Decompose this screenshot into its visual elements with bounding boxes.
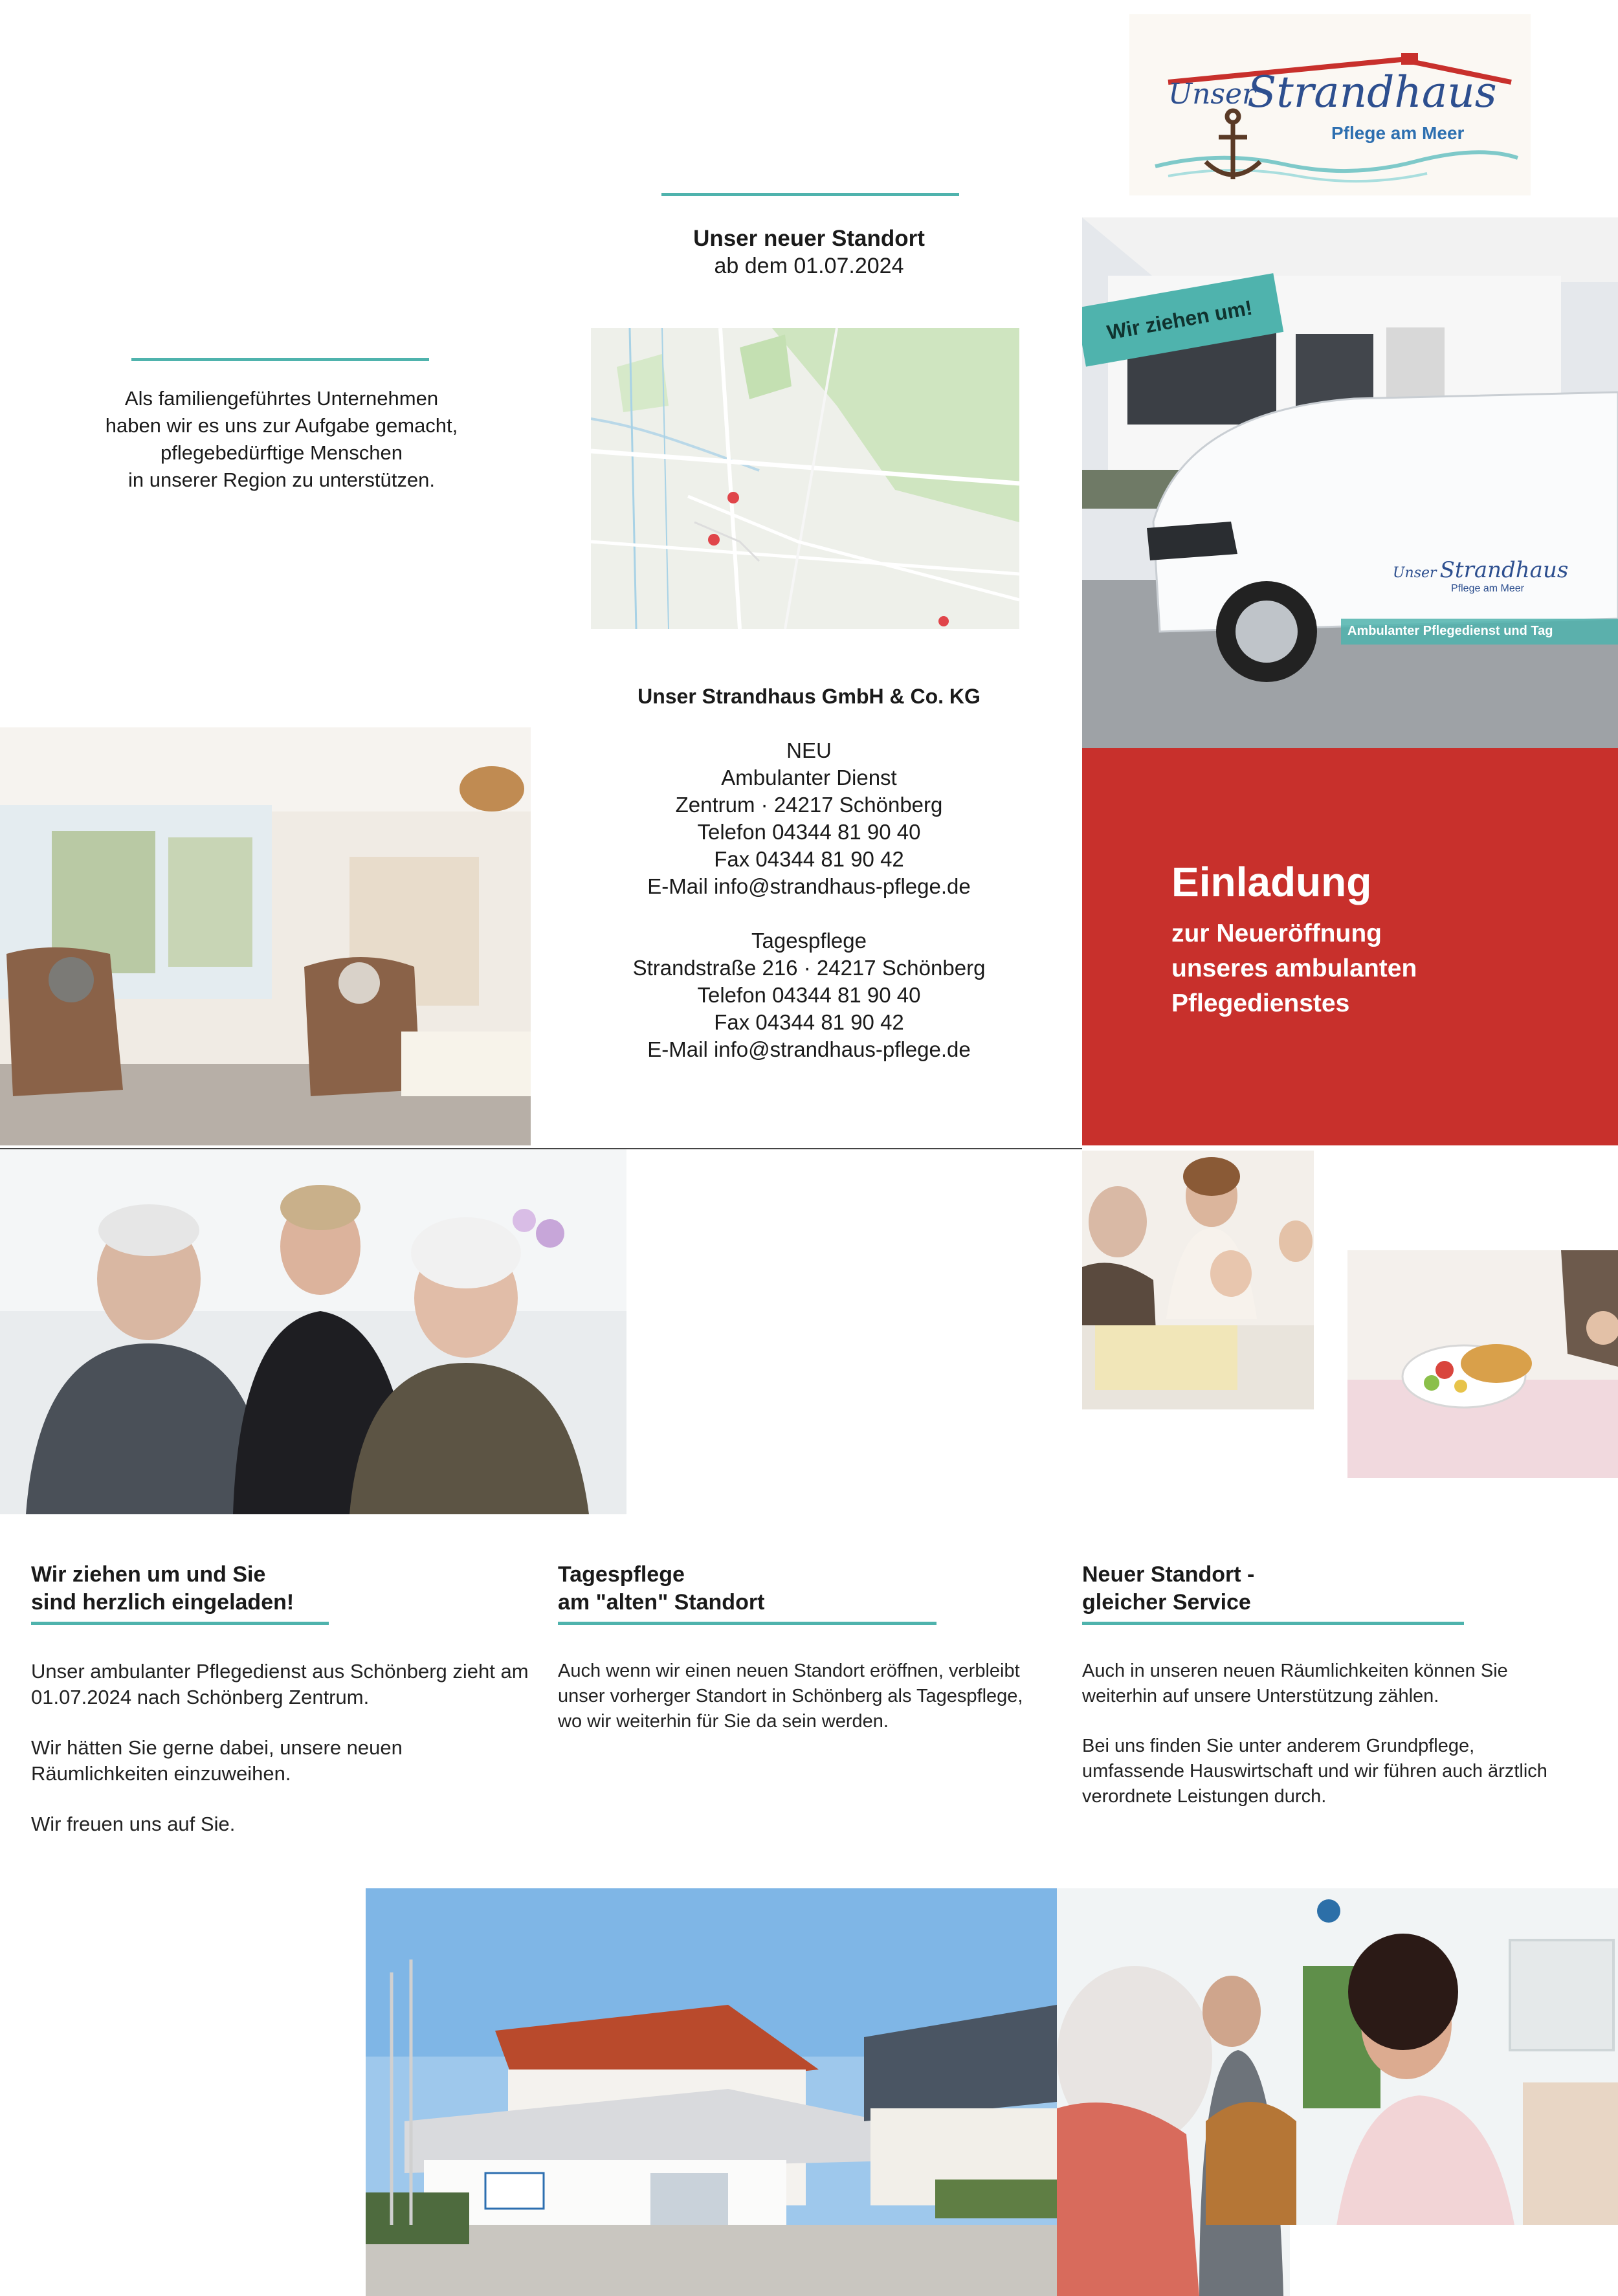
service2-address: Strandstraße 216 · 24217 Schönberg: [632, 956, 986, 980]
column-title: sind herzlich eingeladen!: [31, 1590, 294, 1615]
service1-email[interactable]: E-Mail info@strandhaus-pflege.de: [647, 874, 971, 898]
intro-line: pflegebedürftige Menschen: [161, 441, 403, 464]
building-photo: [366, 1888, 1057, 2296]
invitation-title: Einladung: [1171, 859, 1372, 905]
column-title: gleicher Service: [1082, 1590, 1251, 1615]
service1-address: Zentrum · 24217 Schönberg: [675, 793, 943, 817]
column-title: Wir ziehen um und Sie: [31, 1562, 266, 1587]
service2-phone[interactable]: Telefon 04344 81 90 40: [697, 983, 921, 1007]
day-care-photo: [1057, 1888, 1618, 2296]
column-title: Tagespflege: [558, 1562, 685, 1587]
location-map[interactable]: [591, 328, 1019, 629]
intro-line: haben wir es uns zur Aufgabe gemacht,: [105, 414, 458, 437]
company-logo: [1129, 14, 1531, 195]
van-stripe-text: Ambulanter Pflegedienst und Tag: [1347, 624, 1553, 638]
column-paragraph: Unser ambulanter Pflegedienst aus Schönberg zieht am 01.07.2024 nach Schönberg Zentrum.: [31, 1660, 529, 1708]
company-name: Unser Strandhaus GmbH & Co. KG: [637, 685, 981, 708]
anchor-icon: [1206, 111, 1260, 179]
column-moving-invitation: [31, 1561, 536, 1862]
logo-tagline: Pflege am Meer: [1331, 123, 1465, 143]
column-day-care: [558, 1561, 1037, 1759]
invitation-panel: [1082, 748, 1618, 1145]
column-divider: [558, 1622, 936, 1625]
service1-phone[interactable]: Telefon 04344 81 90 40: [697, 820, 921, 844]
new-location-title: Unser neuer Standort: [693, 226, 925, 251]
map-pin-icon: [727, 492, 739, 503]
meal-photo: [1347, 1250, 1618, 1478]
logo-wordmark-strandhaus: Strandhaus: [1247, 67, 1497, 117]
van-photo: [1082, 217, 1618, 748]
service2-email[interactable]: E-Mail info@strandhaus-pflege.de: [647, 1037, 971, 1061]
column-title: Neuer Standort -: [1082, 1562, 1255, 1587]
van-decal-line3: Pflege am Meer: [1451, 583, 1524, 594]
service1-name: Ambulanter Dienst: [721, 766, 897, 789]
column-body: [31, 1659, 536, 1837]
column-paragraph: Auch in unseren neuen Räumlichkeiten können Sie weiterhin auf unsere Unterstützung zählen.: [1082, 1661, 1508, 1706]
service1-fax: Fax 04344 81 90 42: [714, 847, 904, 871]
invitation-line: Pflegedienstes: [1171, 989, 1350, 1017]
van-decal: [1393, 557, 1568, 595]
column-paragraph: Auch wenn wir einen neuen Standort eröffnen, verbleibt unser vorherger Standort in Schönberg als Tagespflege, wo wir weiterhin für Sie da sein werden.: [558, 1661, 1023, 1732]
column-title: am "alten" Standort: [558, 1590, 765, 1615]
van-decal-line2: Strandhaus: [1439, 557, 1569, 583]
map-pin-icon: [708, 534, 720, 546]
column-divider: [1082, 1622, 1464, 1625]
logo-wordmark-unser: Unser: [1168, 78, 1256, 111]
map-pin-icon: [938, 616, 949, 626]
column-body: [558, 1659, 1037, 1734]
column-same-service: [1082, 1561, 1574, 1834]
service2-fax: Fax 04344 81 90 42: [714, 1010, 904, 1034]
column-paragraph: Bei uns finden Sie unter anderem Grundpflege, umfassende Hauswirtschaft und wir führen auch ärztlich verordnete Leistungen durch.: [1082, 1736, 1547, 1807]
divider-new-location: [661, 193, 959, 196]
service2-name: Tagespflege: [751, 929, 867, 953]
van-decal-line1: Unser: [1393, 565, 1437, 581]
intro-line: Als familiengeführtes Unternehmen: [124, 387, 439, 410]
divider-intro: [131, 358, 429, 361]
living-room-photo: [0, 727, 531, 1145]
column-paragraph: Wir freuen uns auf Sie.: [31, 1813, 236, 1835]
invitation-line: unseres ambulanten: [1171, 955, 1417, 982]
new-location-date: ab dem 01.07.2024: [714, 254, 904, 278]
column-body: [1082, 1659, 1574, 1809]
seniors-photo: [0, 1149, 626, 1514]
column-paragraph: Wir hätten Sie gerne dabei, unsere neuen Räumlichkeiten einzuweihen.: [31, 1736, 403, 1785]
column-divider: [31, 1622, 329, 1625]
moving-banner-text: Wir ziehen um!: [1105, 295, 1254, 344]
invitation-line: zur Neueröffnung: [1171, 920, 1382, 947]
service1-tag: NEU: [786, 738, 832, 762]
intro-text: [39, 385, 524, 494]
contact-block: [570, 683, 1048, 1063]
intro-line: in unserer Region zu unterstützen.: [128, 469, 435, 491]
board-game-photo: [1082, 1151, 1314, 1409]
